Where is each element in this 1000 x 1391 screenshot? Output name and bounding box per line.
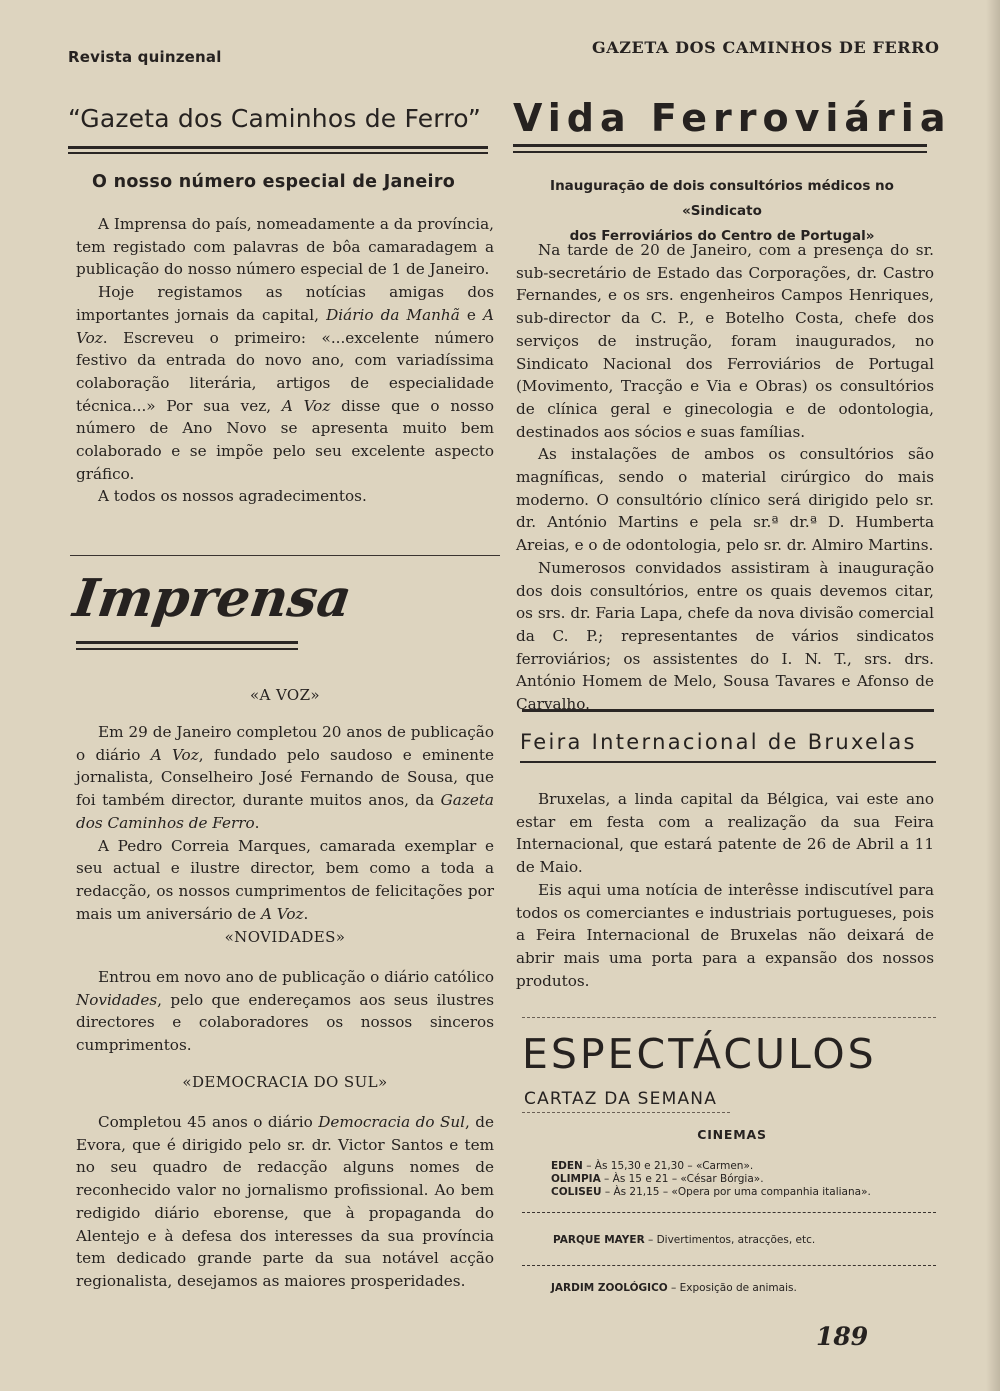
- cinema-name: OLIMPIA: [551, 1173, 601, 1185]
- header-left: Revista quinzenal: [68, 48, 222, 66]
- vida-rule-bottom: [513, 151, 927, 153]
- jardim-info: Exposição de animais.: [679, 1282, 797, 1294]
- listing-divider: [522, 1212, 936, 1213]
- feira-rule-bottom: [520, 761, 936, 763]
- parque-name: PARQUE MAYER: [553, 1234, 645, 1246]
- nosso-article: [76, 213, 494, 508]
- feira-rule-top: [522, 709, 934, 712]
- gazeta-title: “Gazeta dos Caminhos de Ferro”: [68, 104, 482, 133]
- inaug-subtitle: [512, 174, 932, 249]
- cinema-info: Às 15 e 21 – «César Bórgia».: [612, 1173, 764, 1185]
- imprensa-rule-top: [76, 641, 298, 644]
- inaug-paragraph: As instalações de ambos os consultórios são magníficas, sendo o material cirúrgico do mais moderno. O consultório clínico será dirigido pelo sr. dr. António Martins e pela sr.ª dr.ª D. Humberta Areias, e o de odontologia, pelo sr. dr. Almiro Martins.: [516, 445, 934, 555]
- nosso-paragraph: Hoje registamos as notícias amigas dos importantes jornais da capital, Diário da Manhã e A Voz. Escreveu o primeiro: «...excelente número festivo da entrada do novo ano, com variadíssima colaboração literária, artigos de especialidade técnica...» Por sua vez, A Voz disse que o nosso número de Ano Novo se apresenta muito bem colaborado e se impõe pelo seu excelente aspecto gráfico.: [76, 283, 494, 483]
- header-right: GAZETA DOS CAMINHOS DE FERRO: [592, 38, 940, 57]
- espect-title: ESPECTÁCULOS: [522, 1030, 877, 1078]
- avoz-paragraph: A Pedro Correia Marques, camarada exemplar e seu actual e ilustre director, bem como a toda a redacção, os nossos cumprimentos de felicitações por mais um aniversário de A Voz.: [76, 836, 494, 923]
- inaug-paragraph: Numerosos convidados assistiram à inauguração dos dois consultórios, entre os quais devemos citar, os srs. dr. Faria Lapa, chefe da nova divisão comercial da C. P.; representantes de vários sindicatos ferroviários; os assistentes do I. N. T., srs. drs. António Homem de Melo, Sousa Tavares e Afonso de Carvalho.: [516, 558, 934, 714]
- imprensa-title: Imprensa: [69, 568, 356, 629]
- inaug-article: [516, 239, 934, 716]
- cinemas-title: CINEMAS: [697, 1127, 767, 1142]
- avoz-paragraph: Em 29 de Janeiro completou 20 anos de publicação o diário A Voz, fundado pelo saudoso e eminente jornalista, Conselheiro José Fernando de Sousa, que foi também director, durante muitos anos, da Gazeta dos Caminhos de Ferro.: [76, 723, 494, 832]
- democracia-heading: «DEMOCRACIA DO SUL»: [182, 1073, 388, 1091]
- feira-paragraph: Eis aqui uma notícia de interêsse indiscutível para todos os comerciantes e industriais portugueses, pois a Feira Internacional de Bruxelas não deixará de abrir mais uma porta para a expansão dos nossos produtos.: [516, 880, 934, 990]
- inaug-subtitle-line2: dos Ferroviários do Centro de Portugal»: [569, 228, 875, 244]
- section-divider: [70, 555, 500, 556]
- feira-paragraph: Bruxelas, a linda capital da Bélgica, vai este ano estar em festa com a realização da sua Feira Internacional, que estará patente de 26 de Abril a 11 de Maio.: [516, 790, 934, 877]
- jardim-name: JARDIM ZOOLÓGICO: [551, 1282, 668, 1294]
- cinema-row: EDEN – Às 15,30 e 21,30 – «Carmen».: [551, 1160, 754, 1172]
- cinema-row: COLISEU – Às 21,15 – «Opera por uma companhia italiana».: [551, 1186, 871, 1198]
- vida-rule-top: [513, 144, 927, 147]
- jardim-row: JARDIM ZOOLÓGICO – Exposição de animais.: [551, 1282, 797, 1294]
- nosso-paragraph: A todos os nossos agradecimentos.: [98, 487, 367, 506]
- listing-divider: [522, 1265, 936, 1266]
- nosso-paragraph: A Imprensa do país, nomeadamente a da província, tem registado com palavras de bôa camaradagem a publicação do nosso número especial de 1 de Janeiro.: [76, 215, 494, 279]
- feira-article: [516, 788, 934, 992]
- cartaz-underline: [522, 1112, 730, 1113]
- cinema-name: EDEN: [551, 1160, 583, 1172]
- feira-title: Feira Internacional de Bruxelas: [520, 730, 917, 754]
- page-number: 189: [816, 1322, 869, 1351]
- cinema-name: COLISEU: [551, 1186, 602, 1198]
- novidades-paragraph: Entrou em novo ano de publicação o diário católico Novidades, pelo que endereçamos aos seus ilustres directores e colaboradores os nossos sinceros cumprimentos.: [76, 968, 494, 1055]
- novidades-heading: «NOVIDADES»: [224, 928, 346, 946]
- gazeta-rule-top: [68, 146, 488, 149]
- parque-info: Divertimentos, atracções, etc.: [656, 1234, 816, 1246]
- avoz-heading: «A VOZ»: [249, 686, 321, 704]
- avoz-article: [76, 721, 494, 925]
- espect-rule-top: [522, 1017, 936, 1018]
- novidades-article: [76, 966, 494, 1057]
- cinema-info: Às 21,15 – «Opera por uma companhia italiana».: [613, 1186, 871, 1198]
- nosso-subtitle: O nosso número especial de Janeiro: [92, 172, 456, 192]
- cinema-info: Às 15,30 e 21,30 – «Carmen».: [594, 1160, 754, 1172]
- parque-row: PARQUE MAYER – Divertimentos, atracções, etc.: [553, 1234, 816, 1246]
- gazeta-rule-bottom: [68, 152, 488, 154]
- cinema-listing: [551, 1160, 871, 1199]
- democracia-paragraph: Completou 45 anos o diário Democracia do Sul, de Evora, que é dirigido pelo sr. dr. Victor Santos e tem no seu quadro de redacção alguns nomes de reconhecido valor no jornalismo profissional. Ao bem redigido diário eborense, que à propaganda do Alentejo e à defesa dos interesses da sua província tem dedicado grande parte da sua notável acção regionalista, desejamos as maiores prosperidades.: [76, 1113, 494, 1290]
- vida-title: Vida Ferroviária: [513, 96, 952, 140]
- inaug-subtitle-line1: Inauguração de dois consultórios médicos no «Sindicato: [550, 178, 894, 219]
- inaug-paragraph: Na tarde de 20 de Janeiro, com a presença do sr. sub-secretário de Estado das Corporações, dr. Castro Fernandes, e os srs. engenheiros Campos Henriques, sub-director da C. P., e Botelho Costa, chefe dos serviços de instrução, foram inaugurados, no Sindicato Nacional dos Ferroviários de Portugal (Movimento, Tracção e Via e Obras) os consultórios de clínica geral e ginecologia e de odontologia, destinados aos sócios e suas famílias.: [516, 241, 934, 441]
- cartaz-title: CARTAZ DA SEMANA: [524, 1089, 718, 1109]
- imprensa-rule-bottom: [76, 648, 298, 650]
- cinema-row: OLIMPIA – Às 15 e 21 – «César Bórgia».: [551, 1173, 764, 1185]
- democracia-article: [76, 1111, 494, 1293]
